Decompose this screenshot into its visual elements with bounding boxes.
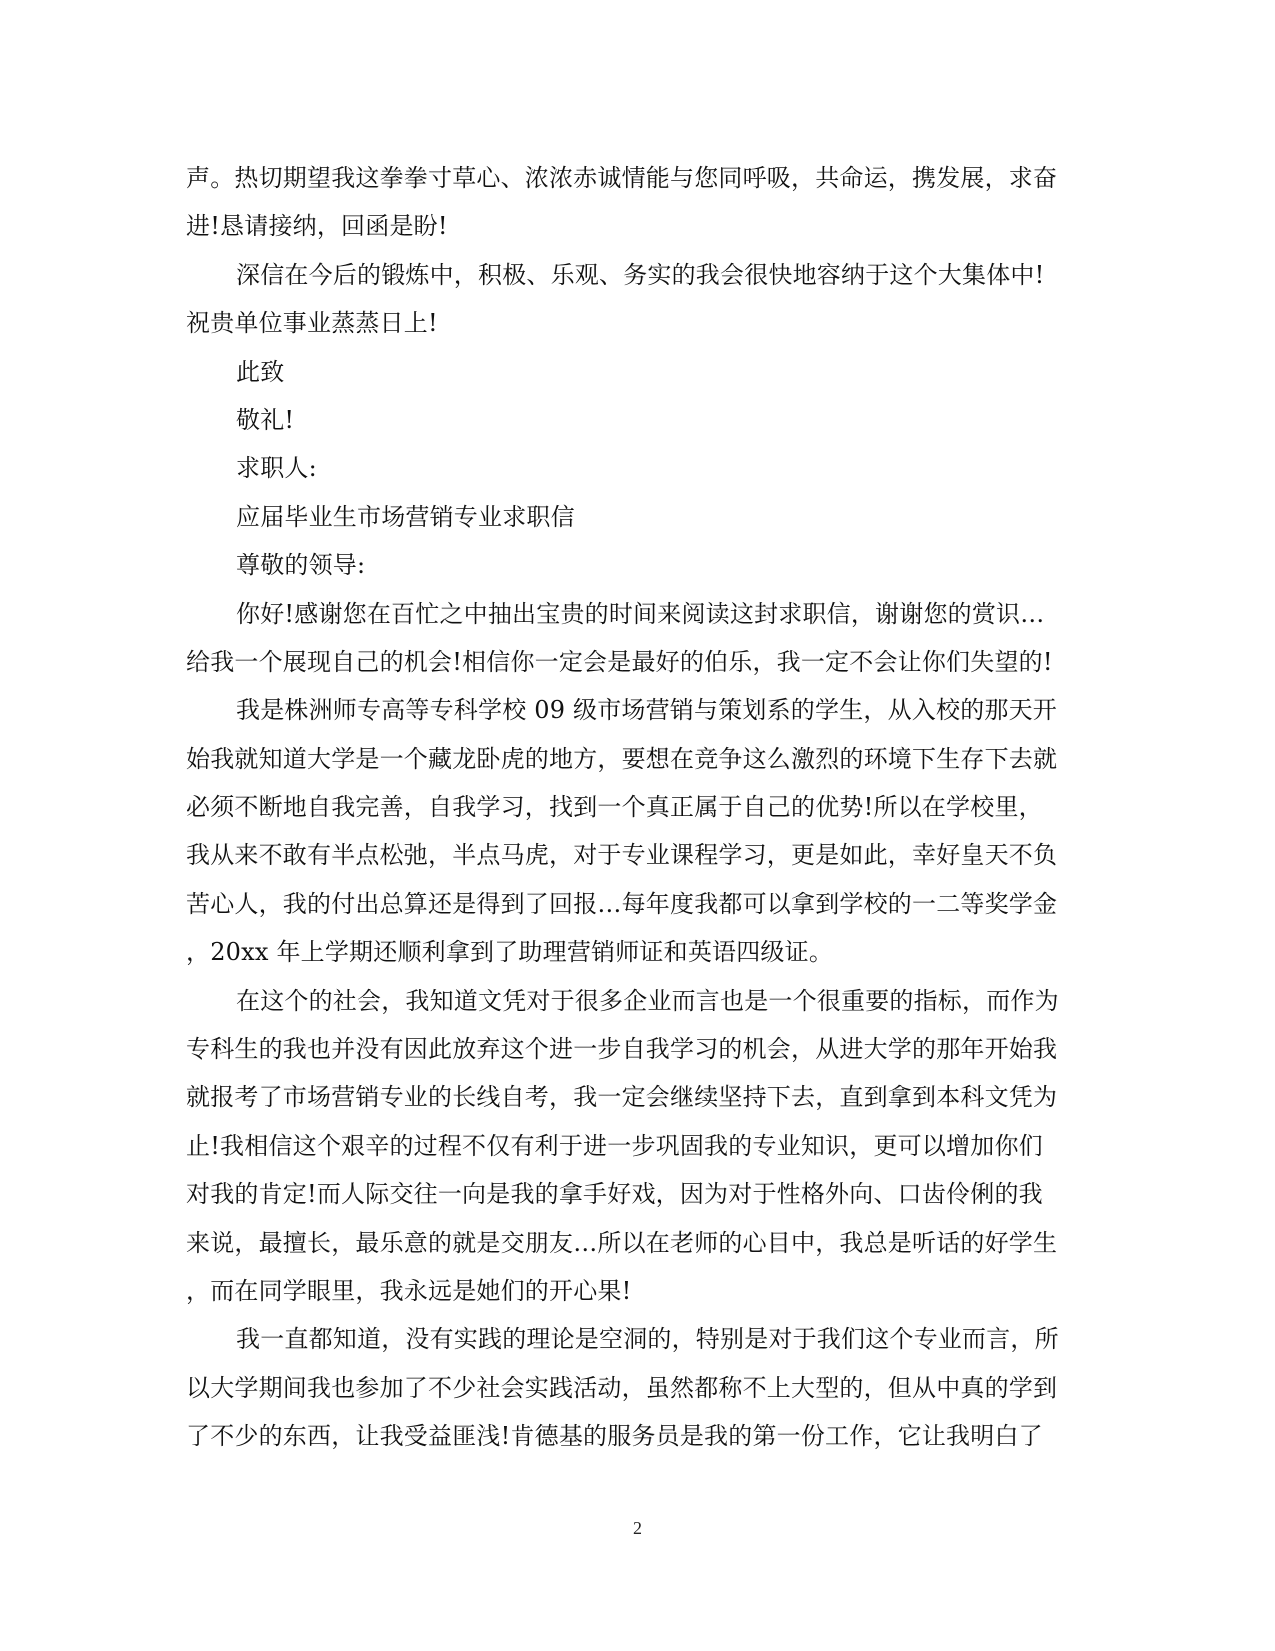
text-line: 对我的肯定!而人际交往一向是我的拿手好戏，因为对于性格外向、口齿伶俐的我: [186, 1180, 1043, 1209]
text-line: 应届毕业生市场营销专业求职信: [236, 502, 575, 531]
text-line: 苦心人，我的付出总算还是得到了回报…每年度我都可以拿到学校的一二等奖学金: [186, 889, 1058, 918]
text-line: 始我就知道大学是一个藏龙卧虎的地方，要想在竞争这么激烈的环境下生存下去就: [186, 744, 1058, 773]
text-line: 进!恳请接纳，回函是盼!: [186, 212, 448, 241]
text-line: 以大学期间我也参加了不少社会实践活动，虽然都称不上大型的，但从中真的学到: [186, 1373, 1058, 1402]
text-line: ，20xx 年上学期还顺利拿到了助理营销师证和英语四级证。: [186, 938, 834, 967]
text-line: 就报考了市场营销专业的长线自考，我一定会继续坚持下去，直到拿到本科文凭为: [186, 1083, 1058, 1112]
text-line: 给我一个展现自己的机会!相信你一定会是最好的伯乐，我一定不会让你们失望的!: [186, 647, 1053, 676]
text-line: 此致: [236, 357, 285, 386]
text-line: 声。热切期望我这拳拳寸草心、浓浓赤诚情能与您同呼吸，共命运，携发展，求奋: [186, 164, 1058, 192]
text-line: 深信在今后的锻炼中，积极、乐观、务实的我会很快地容纳于这个大集体中!: [236, 260, 1045, 289]
text-line: 敬礼!: [236, 405, 295, 434]
text-line: 专科生的我也并没有因此放弃这个进一步自我学习的机会，从进大学的那年开始我: [186, 1035, 1058, 1064]
body-text: [186, 154, 1086, 1461]
text-line: 了不少的东西，让我受益匪浅!肯德基的服务员是我的第一份工作，它让我明白了: [186, 1422, 1043, 1451]
text-line: 我是株洲师专高等专科学校 09 级市场营销与策划系的学生，从入校的那天开: [236, 696, 1057, 725]
text-line: 求职人:: [236, 454, 317, 483]
text-line: 在这个的社会，我知道文凭对于很多企业而言也是一个很重要的指标，而作为: [236, 986, 1059, 1015]
text-line: 来说，最擅长，最乐意的就是交朋友…所以在老师的心目中，我总是听话的好学生: [186, 1228, 1058, 1257]
text-line: 止!我相信这个艰辛的过程不仅有利于进一步巩固我的专业知识，更可以增加你们: [186, 1131, 1043, 1160]
page-number: 2: [633, 1518, 642, 1538]
text-line: ，而在同学眼里，我永远是她们的开心果!: [186, 1276, 632, 1305]
text-line: 你好!感谢您在百忙之中抽出宝贵的时间来阅读这封求职信，谢谢您的赏识…: [236, 599, 1045, 628]
text-line: 必须不断地自我完善，自我学习，找到一个真正属于自己的优势!所以在学校里，: [186, 793, 1043, 822]
text-line: 祝贵单位事业蒸蒸日上!: [186, 309, 438, 338]
text-line: 我一直都知道，没有实践的理论是空洞的，特别是对于我们这个专业而言，所: [236, 1325, 1059, 1354]
text-line: 尊敬的领导:: [236, 551, 366, 580]
text-line: 我从来不敢有半点松弛，半点马虎，对于专业课程学习，更是如此，幸好皇天不负: [186, 841, 1058, 870]
